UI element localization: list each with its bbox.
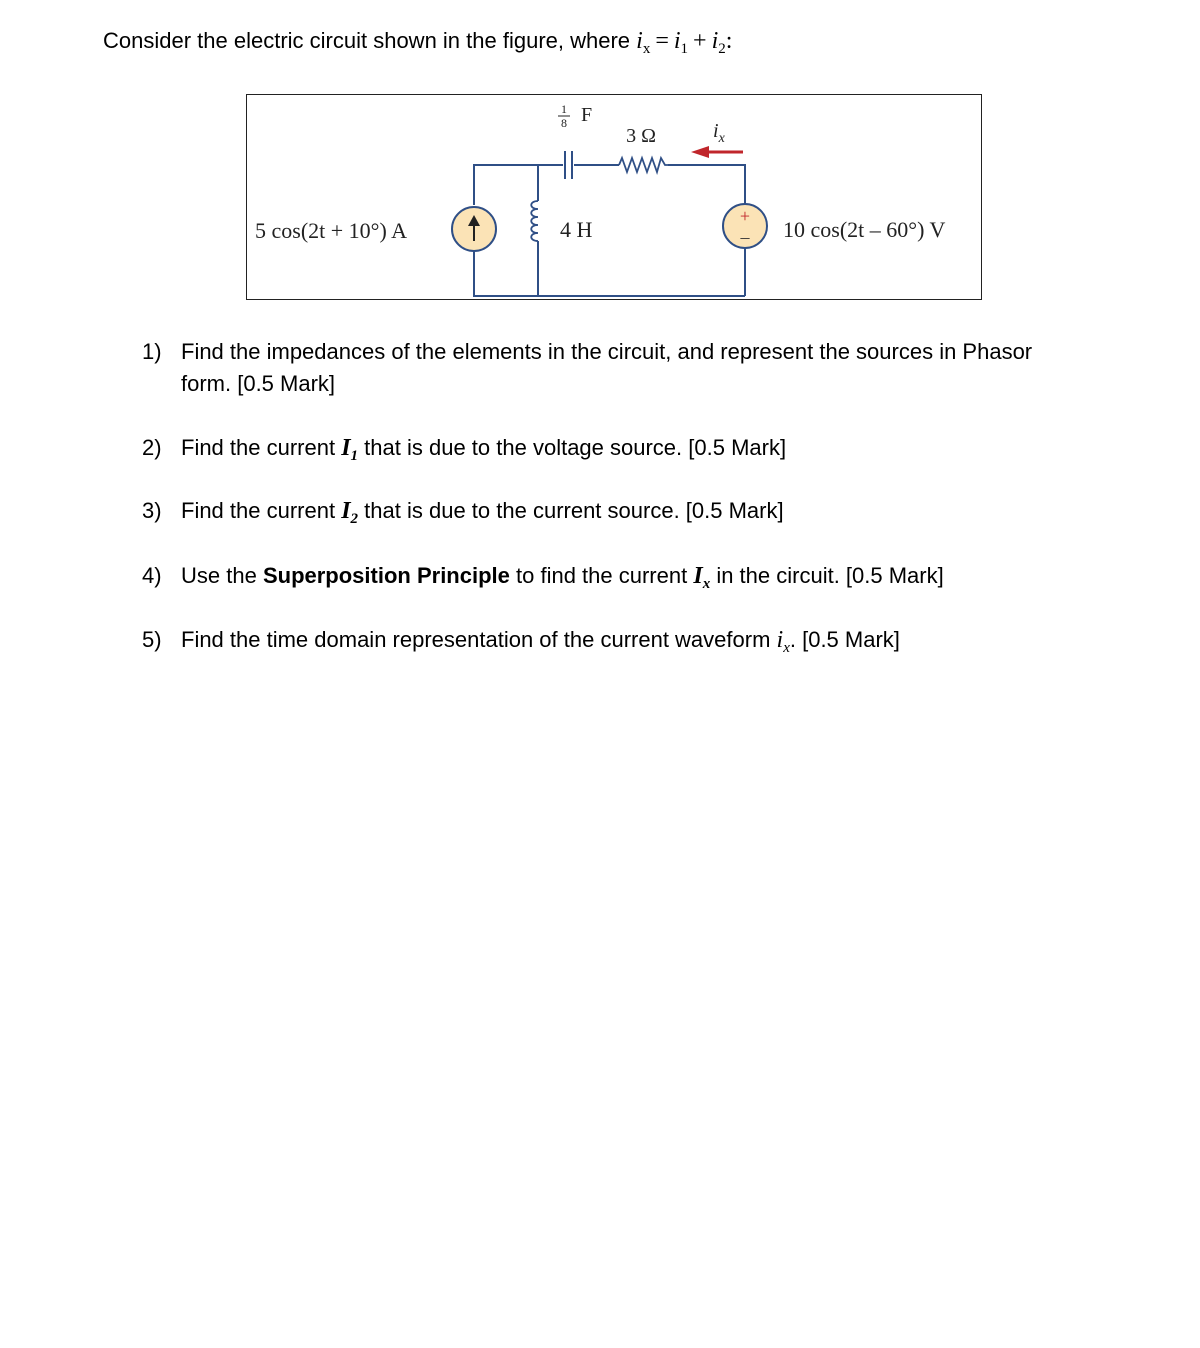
inductor-label: 4 H [560, 217, 593, 242]
voltage-source-label: 10 cos(2t – 60°) V [783, 217, 946, 242]
question-text-line1: Find the impedances of the elements in the circuit, and represent the sources in Phasor [181, 339, 1033, 364]
capacitor-symbol [565, 151, 572, 179]
question-variable: $i_x$ [776, 627, 790, 656]
capacitor-numerator: 1 [561, 102, 567, 116]
voltage-source-minus: – [740, 227, 750, 247]
question-text-end: in the circuit. [0.5 Mark] [716, 563, 944, 588]
capacitor-denominator: 8 [561, 116, 567, 130]
question-text-end: that is due to the current source. [0.5 Mark] [364, 498, 784, 523]
capacitor-unit: F [581, 104, 593, 126]
current-source-label: 5 cos(2t + 10°) A [255, 218, 407, 243]
eq-term1: i [673, 28, 681, 54]
question-3 [142, 495, 1142, 535]
question-variable: $I_2$ [341, 498, 359, 527]
question-2 [142, 432, 1142, 472]
resistor-symbol [619, 158, 668, 172]
question-number: 4) [142, 563, 162, 588]
eq-plus: + [693, 28, 707, 54]
resistor-label: 3 Ω [626, 125, 656, 147]
wires [474, 165, 745, 296]
question-number: 2) [142, 435, 162, 460]
question-text: Find the current [181, 435, 336, 460]
eq-colon: : [725, 28, 733, 54]
intro-text: Consider the electric circuit shown in the figure, where [103, 28, 631, 53]
current-direction-arrow [691, 146, 743, 158]
question-5 [142, 624, 1142, 664]
intro-equation [636, 28, 733, 57]
question-variable: $I_x$ [693, 563, 711, 592]
question-text: Use the [181, 563, 257, 588]
inductor-symbol [531, 201, 538, 241]
question-number: 1) [142, 339, 162, 364]
eq-lhs-sub: x [642, 41, 651, 57]
intro-sentence [103, 28, 732, 58]
question-text-end: . [0.5 Mark] [789, 627, 900, 652]
eq-equals: = [655, 28, 669, 54]
question-text-end: that is due to the voltage source. [0.5 Mark] [364, 435, 787, 460]
circuit-diagram [247, 95, 983, 301]
question-variable: $I_1$ [341, 435, 359, 464]
eq-term2-sub: 2 [718, 41, 726, 57]
current-arrow-label: $i_x$ [713, 120, 725, 146]
question-text-line2: form. [0.5 Mark] [181, 371, 336, 396]
question-number: 5) [142, 627, 162, 652]
question-bold-term: Superposition Principle [262, 563, 510, 588]
question-4 [142, 560, 1142, 600]
question-text: Find the time domain representation of the current waveform [181, 627, 771, 652]
question-number: 3) [142, 498, 162, 523]
voltage-source-plus: + [739, 206, 751, 226]
question-text: Find the current [181, 498, 336, 523]
eq-term2: i [711, 28, 719, 54]
question-1 [142, 336, 1142, 400]
question-text-mid: to find the current [516, 563, 688, 588]
eq-term1-sub: 1 [680, 41, 689, 57]
circuit-figure [246, 94, 982, 300]
eq-lhs: i [636, 28, 643, 54]
